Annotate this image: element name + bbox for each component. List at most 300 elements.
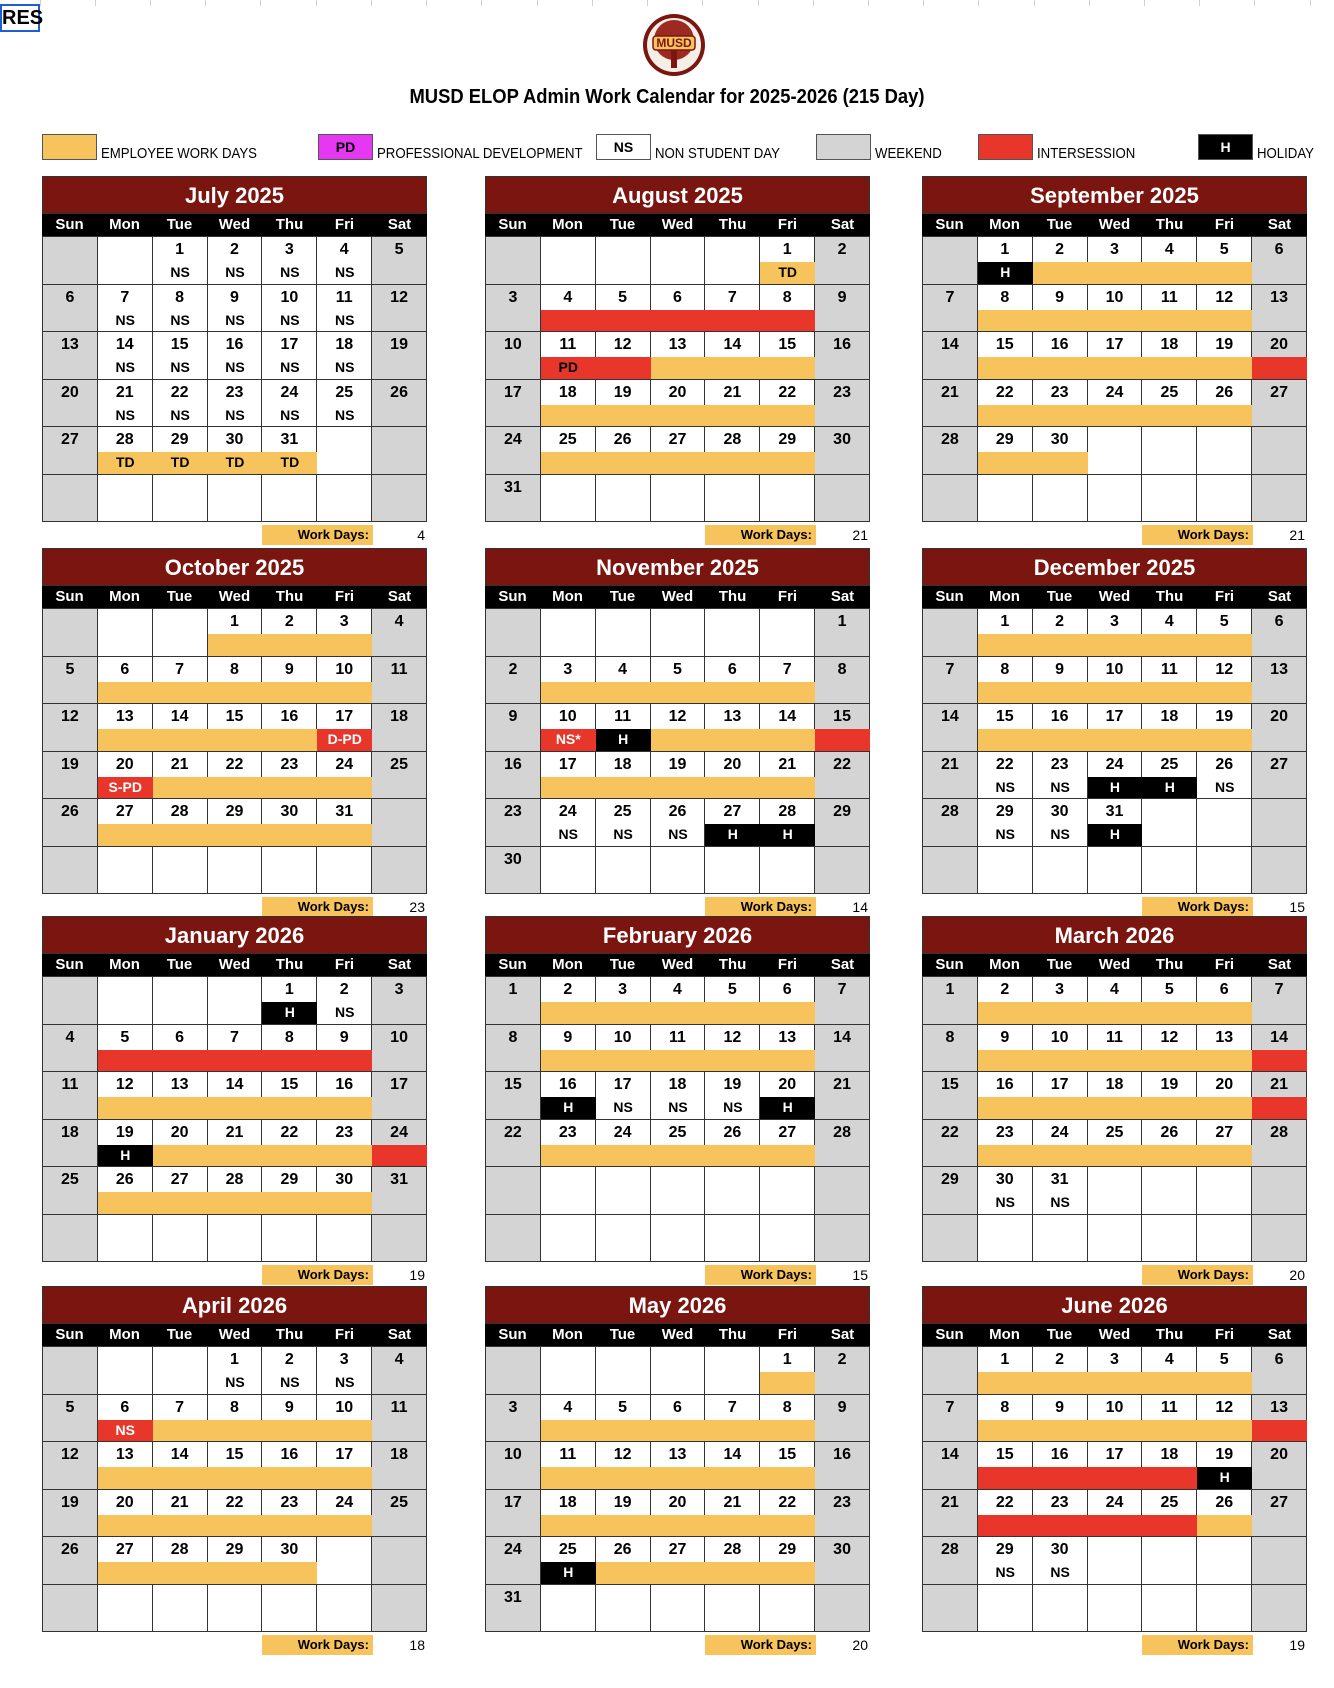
day-cell[interactable]: [923, 1490, 978, 1538]
day-cell[interactable]: [317, 1215, 372, 1263]
day-cell[interactable]: [372, 1120, 427, 1168]
day-cell[interactable]: [978, 1120, 1033, 1168]
day-cell[interactable]: [1033, 609, 1088, 657]
day-cell[interactable]: [317, 1072, 372, 1120]
day-cell[interactable]: [815, 609, 870, 657]
day-cell[interactable]: [978, 1395, 1033, 1443]
day-cell[interactable]: [98, 1120, 153, 1168]
day-cell[interactable]: [372, 1347, 427, 1395]
day-cell[interactable]: [651, 704, 706, 752]
day-cell[interactable]: [760, 977, 815, 1025]
day-cell[interactable]: [923, 1537, 978, 1585]
day-cell[interactable]: [372, 1537, 427, 1585]
day-cell[interactable]: [1252, 847, 1307, 895]
day-cell[interactable]: [1088, 285, 1143, 333]
day-cell[interactable]: [978, 1167, 1033, 1215]
day-cell[interactable]: [1033, 332, 1088, 380]
day-cell[interactable]: [596, 1215, 651, 1263]
day-cell[interactable]: [98, 475, 153, 523]
day-cell[interactable]: [651, 237, 706, 285]
day-cell[interactable]: [923, 799, 978, 847]
day-cell[interactable]: [43, 847, 98, 895]
day-cell[interactable]: [596, 847, 651, 895]
day-cell[interactable]: [923, 1167, 978, 1215]
day-cell[interactable]: [705, 799, 760, 847]
day-cell[interactable]: [98, 1025, 153, 1073]
day-cell[interactable]: [1252, 1167, 1307, 1215]
day-cell[interactable]: [1142, 1442, 1197, 1490]
day-cell[interactable]: [815, 475, 870, 523]
day-cell[interactable]: [1033, 1215, 1088, 1263]
day-cell[interactable]: [596, 237, 651, 285]
day-cell[interactable]: [1252, 1215, 1307, 1263]
day-cell[interactable]: [541, 1585, 596, 1633]
day-cell[interactable]: [372, 380, 427, 428]
day-cell[interactable]: [651, 1442, 706, 1490]
day-cell[interactable]: [978, 427, 1033, 475]
day-cell[interactable]: [43, 1490, 98, 1538]
day-cell[interactable]: [596, 475, 651, 523]
day-cell[interactable]: [262, 1442, 317, 1490]
day-cell[interactable]: [596, 1025, 651, 1073]
day-cell[interactable]: [1142, 1025, 1197, 1073]
day-cell[interactable]: [486, 1120, 541, 1168]
day-cell[interactable]: [1142, 237, 1197, 285]
day-cell[interactable]: [705, 237, 760, 285]
day-cell[interactable]: [1088, 1585, 1143, 1633]
day-cell[interactable]: [978, 1585, 1033, 1633]
day-cell[interactable]: [541, 380, 596, 428]
day-cell[interactable]: [317, 752, 372, 800]
day-cell[interactable]: [153, 609, 208, 657]
day-cell[interactable]: [1252, 332, 1307, 380]
day-cell[interactable]: [1197, 1585, 1252, 1633]
day-cell[interactable]: [262, 1585, 317, 1633]
day-cell[interactable]: [541, 332, 596, 380]
day-cell[interactable]: [153, 1215, 208, 1263]
day-cell[interactable]: [705, 285, 760, 333]
day-cell[interactable]: [815, 332, 870, 380]
day-cell[interactable]: [1142, 332, 1197, 380]
day-cell[interactable]: [923, 704, 978, 752]
day-cell[interactable]: [1088, 1395, 1143, 1443]
day-cell[interactable]: [98, 1215, 153, 1263]
day-cell[interactable]: [262, 1537, 317, 1585]
day-cell[interactable]: [98, 1490, 153, 1538]
day-cell[interactable]: [760, 1025, 815, 1073]
day-cell[interactable]: [208, 752, 263, 800]
day-cell[interactable]: [153, 657, 208, 705]
day-cell[interactable]: [208, 237, 263, 285]
day-cell[interactable]: [1197, 1347, 1252, 1395]
day-cell[interactable]: [1197, 752, 1252, 800]
day-cell[interactable]: [317, 799, 372, 847]
day-cell[interactable]: [1252, 977, 1307, 1025]
day-cell[interactable]: [1142, 1120, 1197, 1168]
day-cell[interactable]: [1088, 1120, 1143, 1168]
day-cell[interactable]: [43, 799, 98, 847]
day-cell[interactable]: [596, 1120, 651, 1168]
day-cell[interactable]: [596, 799, 651, 847]
day-cell[interactable]: [208, 704, 263, 752]
day-cell[interactable]: [43, 657, 98, 705]
day-cell[interactable]: [43, 1537, 98, 1585]
day-cell[interactable]: [760, 657, 815, 705]
day-cell[interactable]: [1197, 285, 1252, 333]
day-cell[interactable]: [486, 1215, 541, 1263]
day-cell[interactable]: [705, 475, 760, 523]
day-cell[interactable]: [596, 704, 651, 752]
day-cell[interactable]: [317, 1025, 372, 1073]
day-cell[interactable]: [1142, 657, 1197, 705]
day-cell[interactable]: [815, 1215, 870, 1263]
day-cell[interactable]: [262, 1167, 317, 1215]
day-cell[interactable]: [262, 1072, 317, 1120]
day-cell[interactable]: [1252, 1490, 1307, 1538]
day-cell[interactable]: [1197, 1215, 1252, 1263]
day-cell[interactable]: [651, 799, 706, 847]
day-cell[interactable]: [1197, 1490, 1252, 1538]
day-cell[interactable]: [43, 1347, 98, 1395]
day-cell[interactable]: [262, 1025, 317, 1073]
day-cell[interactable]: [1033, 1167, 1088, 1215]
day-cell[interactable]: [651, 977, 706, 1025]
day-cell[interactable]: [815, 1167, 870, 1215]
day-cell[interactable]: [486, 1585, 541, 1633]
day-cell[interactable]: [705, 332, 760, 380]
day-cell[interactable]: [815, 1347, 870, 1395]
day-cell[interactable]: [208, 332, 263, 380]
day-cell[interactable]: [541, 657, 596, 705]
day-cell[interactable]: [978, 237, 1033, 285]
day-cell[interactable]: [98, 1167, 153, 1215]
day-cell[interactable]: [815, 285, 870, 333]
day-cell[interactable]: [208, 427, 263, 475]
day-cell[interactable]: [372, 1395, 427, 1443]
day-cell[interactable]: [1197, 380, 1252, 428]
day-cell[interactable]: [486, 475, 541, 523]
day-cell[interactable]: [541, 799, 596, 847]
day-cell[interactable]: [372, 609, 427, 657]
day-cell[interactable]: [978, 657, 1033, 705]
day-cell[interactable]: [153, 977, 208, 1025]
day-cell[interactable]: [651, 1025, 706, 1073]
day-cell[interactable]: [815, 752, 870, 800]
day-cell[interactable]: [486, 609, 541, 657]
day-cell[interactable]: [486, 237, 541, 285]
day-cell[interactable]: [760, 704, 815, 752]
day-cell[interactable]: [1033, 427, 1088, 475]
day-cell[interactable]: [1252, 285, 1307, 333]
day-cell[interactable]: [815, 1585, 870, 1633]
day-cell[interactable]: [317, 1167, 372, 1215]
day-cell[interactable]: [651, 657, 706, 705]
day-cell[interactable]: [98, 847, 153, 895]
active-cell[interactable]: RES: [0, 4, 40, 32]
day-cell[interactable]: [1088, 1537, 1143, 1585]
day-cell[interactable]: [317, 380, 372, 428]
day-cell[interactable]: [1088, 1025, 1143, 1073]
day-cell[interactable]: [1088, 799, 1143, 847]
day-cell[interactable]: [760, 1490, 815, 1538]
day-cell[interactable]: [705, 1490, 760, 1538]
day-cell[interactable]: [541, 237, 596, 285]
day-cell[interactable]: [208, 847, 263, 895]
day-cell[interactable]: [1088, 1167, 1143, 1215]
day-cell[interactable]: [153, 285, 208, 333]
day-cell[interactable]: [372, 237, 427, 285]
day-cell[interactable]: [372, 1167, 427, 1215]
day-cell[interactable]: [98, 332, 153, 380]
day-cell[interactable]: [651, 609, 706, 657]
day-cell[interactable]: [486, 752, 541, 800]
day-cell[interactable]: [317, 237, 372, 285]
day-cell[interactable]: [705, 1347, 760, 1395]
day-cell[interactable]: [486, 1072, 541, 1120]
day-cell[interactable]: [317, 704, 372, 752]
day-cell[interactable]: [1197, 1072, 1252, 1120]
day-cell[interactable]: [1197, 1395, 1252, 1443]
day-cell[interactable]: [1252, 799, 1307, 847]
day-cell[interactable]: [705, 704, 760, 752]
day-cell[interactable]: [98, 704, 153, 752]
day-cell[interactable]: [541, 1347, 596, 1395]
day-cell[interactable]: [262, 285, 317, 333]
day-cell[interactable]: [1088, 380, 1143, 428]
day-cell[interactable]: [815, 1072, 870, 1120]
day-cell[interactable]: [705, 609, 760, 657]
day-cell[interactable]: [760, 847, 815, 895]
day-cell[interactable]: [815, 799, 870, 847]
day-cell[interactable]: [1033, 285, 1088, 333]
day-cell[interactable]: [153, 475, 208, 523]
day-cell[interactable]: [153, 1585, 208, 1633]
day-cell[interactable]: [705, 427, 760, 475]
day-cell[interactable]: [317, 847, 372, 895]
day-cell[interactable]: [43, 1442, 98, 1490]
day-cell[interactable]: [208, 1395, 263, 1443]
day-cell[interactable]: [815, 427, 870, 475]
day-cell[interactable]: [43, 1025, 98, 1073]
day-cell[interactable]: [978, 1215, 1033, 1263]
day-cell[interactable]: [596, 1072, 651, 1120]
day-cell[interactable]: [1033, 1585, 1088, 1633]
day-cell[interactable]: [486, 1442, 541, 1490]
day-cell[interactable]: [208, 799, 263, 847]
day-cell[interactable]: [923, 1120, 978, 1168]
day-cell[interactable]: [1252, 1120, 1307, 1168]
day-cell[interactable]: [978, 1347, 1033, 1395]
day-cell[interactable]: [541, 1490, 596, 1538]
day-cell[interactable]: [815, 1395, 870, 1443]
day-cell[interactable]: [923, 1395, 978, 1443]
day-cell[interactable]: [262, 1395, 317, 1443]
day-cell[interactable]: [760, 475, 815, 523]
day-cell[interactable]: [1033, 1025, 1088, 1073]
day-cell[interactable]: [596, 332, 651, 380]
day-cell[interactable]: [651, 847, 706, 895]
day-cell[interactable]: [1252, 1585, 1307, 1633]
day-cell[interactable]: [1142, 752, 1197, 800]
day-cell[interactable]: [486, 1167, 541, 1215]
day-cell[interactable]: [1033, 977, 1088, 1025]
day-cell[interactable]: [596, 657, 651, 705]
day-cell[interactable]: [98, 1395, 153, 1443]
day-cell[interactable]: [760, 285, 815, 333]
day-cell[interactable]: [815, 1025, 870, 1073]
day-cell[interactable]: [978, 285, 1033, 333]
day-cell[interactable]: [1088, 704, 1143, 752]
day-cell[interactable]: [705, 847, 760, 895]
day-cell[interactable]: [1033, 1395, 1088, 1443]
day-cell[interactable]: [923, 1585, 978, 1633]
day-cell[interactable]: [705, 1167, 760, 1215]
day-cell[interactable]: [1252, 752, 1307, 800]
day-cell[interactable]: [1252, 657, 1307, 705]
day-cell[interactable]: [372, 332, 427, 380]
day-cell[interactable]: [486, 799, 541, 847]
day-cell[interactable]: [317, 285, 372, 333]
day-cell[interactable]: [651, 427, 706, 475]
day-cell[interactable]: [317, 1395, 372, 1443]
day-cell[interactable]: [596, 1442, 651, 1490]
day-cell[interactable]: [262, 847, 317, 895]
day-cell[interactable]: [153, 237, 208, 285]
day-cell[interactable]: [153, 752, 208, 800]
day-cell[interactable]: [1142, 704, 1197, 752]
day-cell[interactable]: [1142, 847, 1197, 895]
day-cell[interactable]: [760, 1167, 815, 1215]
day-cell[interactable]: [1033, 237, 1088, 285]
day-cell[interactable]: [815, 657, 870, 705]
day-cell[interactable]: [541, 1537, 596, 1585]
day-cell[interactable]: [486, 427, 541, 475]
day-cell[interactable]: [760, 237, 815, 285]
day-cell[interactable]: [1197, 799, 1252, 847]
day-cell[interactable]: [486, 285, 541, 333]
day-cell[interactable]: [372, 1215, 427, 1263]
day-cell[interactable]: [815, 977, 870, 1025]
day-cell[interactable]: [815, 1120, 870, 1168]
day-cell[interactable]: [317, 475, 372, 523]
day-cell[interactable]: [153, 380, 208, 428]
day-cell[interactable]: [705, 1072, 760, 1120]
day-cell[interactable]: [760, 1347, 815, 1395]
day-cell[interactable]: [596, 1490, 651, 1538]
day-cell[interactable]: [43, 332, 98, 380]
day-cell[interactable]: [208, 1167, 263, 1215]
day-cell[interactable]: [153, 1395, 208, 1443]
day-cell[interactable]: [43, 609, 98, 657]
day-cell[interactable]: [541, 475, 596, 523]
day-cell[interactable]: [651, 475, 706, 523]
day-cell[interactable]: [923, 427, 978, 475]
day-cell[interactable]: [1197, 1537, 1252, 1585]
day-cell[interactable]: [98, 1585, 153, 1633]
day-cell[interactable]: [153, 1120, 208, 1168]
day-cell[interactable]: [372, 657, 427, 705]
day-cell[interactable]: [1197, 427, 1252, 475]
day-cell[interactable]: [978, 847, 1033, 895]
day-cell[interactable]: [262, 799, 317, 847]
day-cell[interactable]: [923, 475, 978, 523]
day-cell[interactable]: [541, 847, 596, 895]
day-cell[interactable]: [596, 1347, 651, 1395]
day-cell[interactable]: [98, 1537, 153, 1585]
day-cell[interactable]: [1142, 1215, 1197, 1263]
day-cell[interactable]: [153, 1537, 208, 1585]
day-cell[interactable]: [1088, 752, 1143, 800]
day-cell[interactable]: [651, 752, 706, 800]
day-cell[interactable]: [923, 1442, 978, 1490]
day-cell[interactable]: [1252, 704, 1307, 752]
day-cell[interactable]: [978, 704, 1033, 752]
day-cell[interactable]: [651, 1395, 706, 1443]
day-cell[interactable]: [1252, 1442, 1307, 1490]
day-cell[interactable]: [760, 1395, 815, 1443]
day-cell[interactable]: [923, 1347, 978, 1395]
day-cell[interactable]: [208, 1442, 263, 1490]
day-cell[interactable]: [1088, 1490, 1143, 1538]
day-cell[interactable]: [208, 1490, 263, 1538]
day-cell[interactable]: [815, 847, 870, 895]
day-cell[interactable]: [43, 752, 98, 800]
day-cell[interactable]: [208, 475, 263, 523]
day-cell[interactable]: [43, 475, 98, 523]
day-cell[interactable]: [486, 704, 541, 752]
day-cell[interactable]: [208, 609, 263, 657]
day-cell[interactable]: [923, 332, 978, 380]
day-cell[interactable]: [486, 1537, 541, 1585]
day-cell[interactable]: [1252, 427, 1307, 475]
day-cell[interactable]: [317, 977, 372, 1025]
day-cell[interactable]: [651, 1537, 706, 1585]
day-cell[interactable]: [1142, 285, 1197, 333]
day-cell[interactable]: [43, 237, 98, 285]
day-cell[interactable]: [760, 1072, 815, 1120]
day-cell[interactable]: [262, 657, 317, 705]
day-cell[interactable]: [1142, 1072, 1197, 1120]
day-cell[interactable]: [541, 285, 596, 333]
day-cell[interactable]: [1252, 1395, 1307, 1443]
day-cell[interactable]: [541, 1215, 596, 1263]
day-cell[interactable]: [1142, 1490, 1197, 1538]
day-cell[interactable]: [760, 332, 815, 380]
day-cell[interactable]: [596, 1395, 651, 1443]
day-cell[interactable]: [1142, 475, 1197, 523]
day-cell[interactable]: [262, 380, 317, 428]
day-cell[interactable]: [815, 1442, 870, 1490]
day-cell[interactable]: [978, 977, 1033, 1025]
day-cell[interactable]: [541, 752, 596, 800]
day-cell[interactable]: [1142, 609, 1197, 657]
day-cell[interactable]: [923, 657, 978, 705]
day-cell[interactable]: [651, 1167, 706, 1215]
day-cell[interactable]: [208, 977, 263, 1025]
day-cell[interactable]: [486, 1025, 541, 1073]
day-cell[interactable]: [1088, 427, 1143, 475]
day-cell[interactable]: [208, 1072, 263, 1120]
day-cell[interactable]: [98, 977, 153, 1025]
day-cell[interactable]: [43, 1072, 98, 1120]
day-cell[interactable]: [486, 657, 541, 705]
day-cell[interactable]: [596, 752, 651, 800]
day-cell[interactable]: [1197, 332, 1252, 380]
day-cell[interactable]: [1033, 380, 1088, 428]
day-cell[interactable]: [317, 1490, 372, 1538]
day-cell[interactable]: [1142, 977, 1197, 1025]
day-cell[interactable]: [1252, 475, 1307, 523]
